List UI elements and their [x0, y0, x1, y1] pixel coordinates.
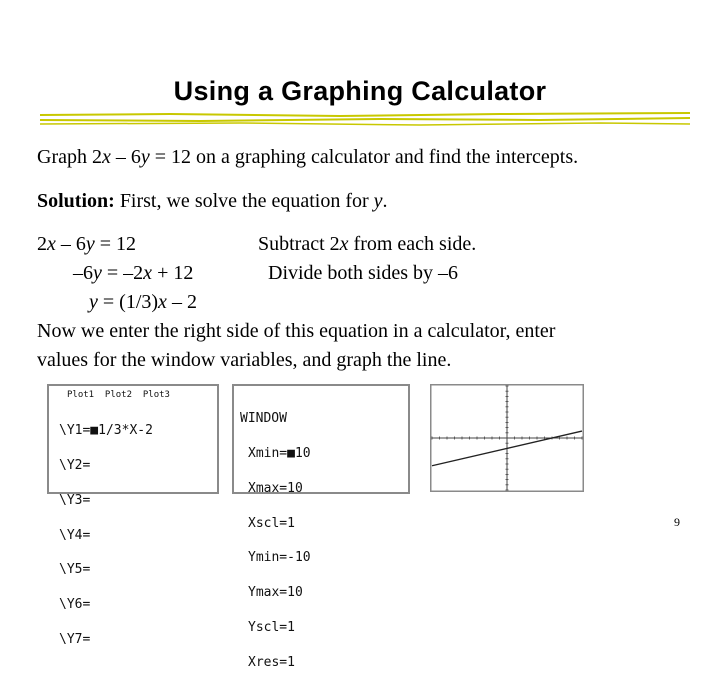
- window-line: Yscl=1: [248, 619, 295, 635]
- y-line: \Y1=■1/3*X-2: [59, 423, 153, 439]
- window-header: WINDOW: [240, 411, 287, 427]
- window-line: Ymax=10: [248, 585, 303, 601]
- window-line: Ymin=-10: [248, 550, 311, 566]
- eq-part: 2: [37, 233, 47, 255]
- y-editor-header: Plot1 Plot2 Plot3: [67, 390, 170, 400]
- eq-part: = 12: [94, 233, 137, 255]
- title-underline: [40, 112, 690, 126]
- conclusion-line-2: values for the window variables, and graph the line.: [37, 349, 452, 371]
- note-part: from each side.: [348, 233, 477, 255]
- var-y: y: [93, 262, 102, 284]
- step-1-equation: [37, 230, 136, 259]
- var-x: x: [101, 146, 111, 168]
- step-2-equation: [73, 259, 193, 288]
- var-x: x: [143, 262, 153, 284]
- conclusion-line-1: Now we enter the right side of this equation in a calculator, enter: [37, 320, 556, 342]
- slide-title: Using a Graphing Calculator: [173, 76, 547, 106]
- var-x: x: [158, 291, 167, 313]
- eq-part: = –2: [101, 262, 144, 284]
- y-line: \Y7=: [59, 631, 91, 647]
- problem-text: – 6: [110, 146, 141, 168]
- var-x: x: [339, 233, 349, 255]
- y-line: \Y3=: [59, 492, 91, 508]
- solution-label: Solution:: [37, 190, 115, 212]
- note-part: Subtract 2: [258, 233, 340, 255]
- problem-text: Graph 2: [37, 146, 102, 168]
- y-line: \Y5=: [59, 562, 91, 578]
- step-3-equation: [89, 288, 197, 317]
- graph-plot: [430, 384, 584, 492]
- y-editor-lines: [59, 402, 153, 669]
- step-1-note: [258, 230, 476, 259]
- window-line: Xres=1: [248, 654, 295, 670]
- problem-text: = 12 on a graphing calculator and find the intercepts.: [149, 146, 579, 168]
- y-line: \Y4=: [59, 527, 91, 543]
- eq-part: = (1/3): [97, 291, 159, 313]
- window-screen: [232, 384, 410, 670]
- step-2-note: Divide both sides by –6: [268, 262, 458, 284]
- var-x: x: [47, 233, 56, 255]
- var-y: y: [373, 190, 383, 212]
- window-line: Xscl=1: [248, 515, 295, 531]
- problem-statement: [37, 143, 578, 172]
- y-editor-screen: [47, 384, 219, 647]
- graph-screen: [430, 384, 584, 490]
- var-y: y: [89, 291, 98, 313]
- y-line: \Y6=: [59, 597, 91, 613]
- window-line: Xmax=10: [248, 480, 303, 496]
- eq-part: – 6: [55, 233, 86, 255]
- eq-part: + 12: [152, 262, 194, 284]
- window-line: Xmin=■10: [248, 445, 311, 461]
- y-line: \Y2=: [59, 457, 91, 473]
- solution-text: First, we solve the equation for: [114, 190, 374, 212]
- var-y: y: [85, 233, 95, 255]
- window-lines: [240, 390, 311, 691]
- solution-text: .: [382, 190, 388, 212]
- solution-line: [37, 187, 388, 216]
- page-number: 9: [674, 515, 680, 529]
- eq-part: –6: [73, 262, 93, 284]
- eq-part: – 2: [166, 291, 197, 313]
- var-y: y: [140, 146, 150, 168]
